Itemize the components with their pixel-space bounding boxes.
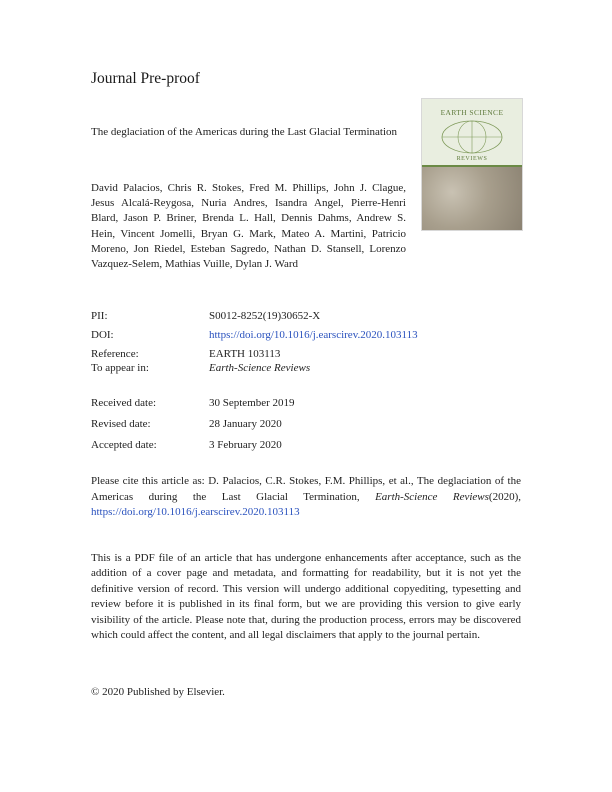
- doi-label: DOI:: [91, 329, 114, 341]
- pii-value: S0012-8252(19)30652-X: [209, 310, 321, 322]
- accepted-label: Accepted date:: [91, 439, 157, 451]
- journal-pre-proof-heading: Journal Pre-proof: [91, 70, 200, 87]
- cover-title-top: EARTH SCIENCE: [440, 108, 504, 117]
- citation-year: (2020),: [488, 490, 521, 503]
- cover-photo: [422, 167, 522, 230]
- citation-paragraph: [91, 474, 521, 521]
- revised-label: Revised date:: [91, 418, 151, 430]
- received-value: 30 September 2019: [209, 397, 295, 409]
- pii-label: PII:: [91, 310, 108, 322]
- accepted-value: 3 February 2020: [209, 439, 282, 451]
- doi-link[interactable]: https://doi.org/10.1016/j.earscirev.2020.103113: [209, 329, 418, 341]
- article-title: The deglaciation of the Americas during the Last Glacial Termination: [91, 126, 398, 138]
- cover-title-bottom: REVIEWS: [456, 156, 488, 162]
- reference-label: Reference:: [91, 348, 139, 360]
- citation-doi-link[interactable]: https://doi.org/10.1016/j.earscirev.2020.103113: [91, 506, 300, 518]
- journal-cover-image: [421, 98, 523, 231]
- citation-journal: Earth-Science Reviews: [375, 490, 489, 503]
- reference-value: EARTH 103113: [209, 348, 281, 360]
- appear-value: Earth-Science Reviews: [209, 362, 311, 374]
- preproof-notice: This is a PDF file of an article that has undergone enhancements after acceptance, such as the addition of a cover page and metadata, and formatting for readability, but it is not yet the definitive version of record. This version will undergo additional copyediting, typesetting and review before it is published in its final form, but we are providing this version to give early visibility of the article. Please note that, during the production process, errors may be discovered which could affect the content, and all legal disclaimers that apply to the journal pertain.: [91, 552, 521, 642]
- copyright-line: © 2020 Published by Elsevier.: [91, 686, 225, 698]
- revised-value: 28 January 2020: [209, 418, 282, 430]
- author-list: David Palacios, Chris R. Stokes, Fred M. Phillips, John J. Clague, Jesus Alcalá-Reygosa, Nuria Andres, Isandra Angel, Pierre-Henri Blard, Jason P. Briner, Brenda L. Hall, Dennis Dahms, Andrew S. Hein, Vincent Jomelli, Bryan G. Mark, Mateo A. Martini, Patricio Moreno, Jon Riedel, Esteban Sagredo, Nathan D. Stansell, Lorenzo Vazquez-Selem, Mathias Vuille, Dylan J. Ward: [91, 182, 406, 271]
- received-label: Received date:: [91, 397, 157, 409]
- citation-text: Please cite this article as: D. Palacios, C.R. Stokes, F.M. Phillips, et al., The deglaciation of the Americas during the Last Glacial Termination,: [91, 475, 521, 503]
- cover-globe-icon: [440, 119, 504, 155]
- appear-label: To appear in:: [91, 362, 149, 374]
